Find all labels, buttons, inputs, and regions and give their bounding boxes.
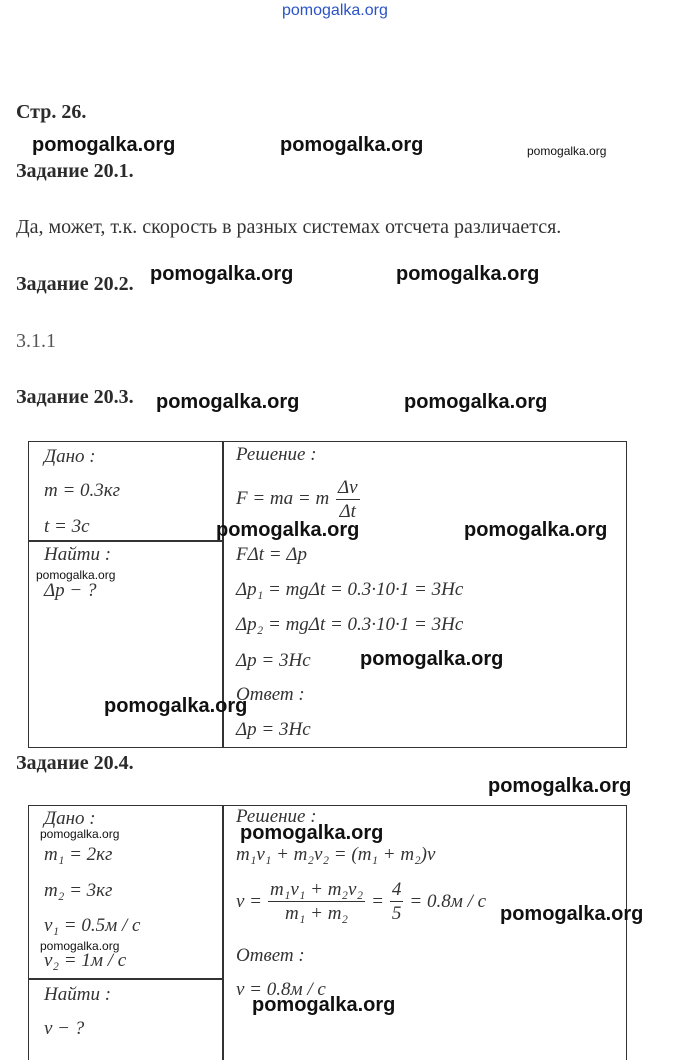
watermark: pomogalka.org <box>404 391 548 413</box>
formula-momentum: m₁v₁ + m₂v₂ = (m₁ + m₂)v <box>236 844 436 865</box>
page-label: Стр. 26. <box>16 101 87 123</box>
watermark: pomogalka.org <box>40 939 120 953</box>
answer-label: Ответ : <box>236 945 305 966</box>
task-20-2-answer: 3.1.1 <box>16 330 56 352</box>
fraction <box>268 880 365 923</box>
formula-dp1: Δp₁ = mgΔt = 0.3·10·1 = 3Нс <box>236 579 464 600</box>
fraction-denominator: m₁ + m₂ <box>285 903 349 924</box>
given-v1: v₁ = 0.5м / с <box>44 915 141 936</box>
watermark: pomogalka.org <box>104 695 248 717</box>
watermark: pomogalka.org <box>488 775 632 797</box>
watermark: pomogalka.org <box>156 391 300 413</box>
watermark: pomogalka.org <box>464 519 608 541</box>
solution-label: Решение : <box>236 806 317 827</box>
top-watermark[interactable]: pomogalka.org <box>282 2 388 19</box>
formula-impulse: FΔt = Δp <box>236 544 308 565</box>
watermark: pomogalka.org <box>280 134 424 156</box>
given-m2: m₂ = 3кг <box>44 880 113 901</box>
answer-label: Ответ : <box>236 684 305 705</box>
task-20-3-title: Задание 20.3. <box>16 386 134 408</box>
formula-force <box>236 478 362 521</box>
watermark: pomogalka.org <box>36 568 116 582</box>
fraction-numerator: Δv <box>337 477 358 498</box>
fraction-denominator: Δt <box>339 501 356 522</box>
given-time: t = 3с <box>44 516 90 537</box>
given-label: Дано : <box>44 808 96 829</box>
watermark: pomogalka.org <box>360 648 504 670</box>
fraction-denominator: 5 <box>391 903 402 924</box>
answer-value: v = 0.8м / с <box>236 979 326 1000</box>
task-20-1-answer: Да, может, т.к. скорость в разных системах отсчета различается. <box>16 216 562 238</box>
watermark: pomogalka.org <box>216 519 360 541</box>
watermark: pomogalka.org <box>527 144 607 158</box>
task-20-1-title: Задание 20.1. <box>16 160 134 182</box>
find-label: Найти : <box>44 984 112 1005</box>
watermark: pomogalka.org <box>500 903 644 925</box>
answer-value: Δp = 3Нс <box>236 719 311 740</box>
given-m1: m₁ = 2кг <box>44 844 113 865</box>
watermark: pomogalka.org <box>32 134 176 156</box>
formula-dp2: Δp₂ = mgΔt = 0.3·10·1 = 3Нс <box>236 614 464 635</box>
formula-equals: = <box>371 890 384 912</box>
fraction <box>336 478 360 521</box>
formula-force-left: F = ma = m <box>236 487 330 509</box>
fraction-numerator: 4 <box>391 879 402 900</box>
watermark: pomogalka.org <box>40 827 120 841</box>
task-20-4-title: Задание 20.4. <box>16 752 134 774</box>
formula-velocity-right: = 0.8м / с <box>409 890 487 912</box>
watermark: pomogalka.org <box>252 994 396 1016</box>
solution-label: Решение : <box>236 444 317 465</box>
table-divider <box>222 805 224 1060</box>
watermark: pomogalka.org <box>240 822 384 844</box>
given-label: Дано : <box>44 446 96 467</box>
table-divider <box>28 978 223 980</box>
fraction <box>390 880 404 923</box>
formula-velocity-left: v = <box>236 890 263 912</box>
watermark: pomogalka.org <box>396 263 540 285</box>
formula-dp: Δp = 3Нс <box>236 650 311 671</box>
given-mass: m = 0.3кг <box>44 480 121 501</box>
table-divider <box>28 540 223 542</box>
fraction-numerator: m₁v₁ + m₂v₂ <box>270 879 364 900</box>
find-value: v − ? <box>44 1018 85 1039</box>
find-value: Δp − ? <box>44 580 97 601</box>
given-v2: v₂ = 1м / с <box>44 950 127 971</box>
formula-velocity <box>236 880 486 923</box>
task-20-2-title: Задание 20.2. <box>16 273 134 295</box>
find-label: Найти : <box>44 544 112 565</box>
watermark: pomogalka.org <box>150 263 294 285</box>
